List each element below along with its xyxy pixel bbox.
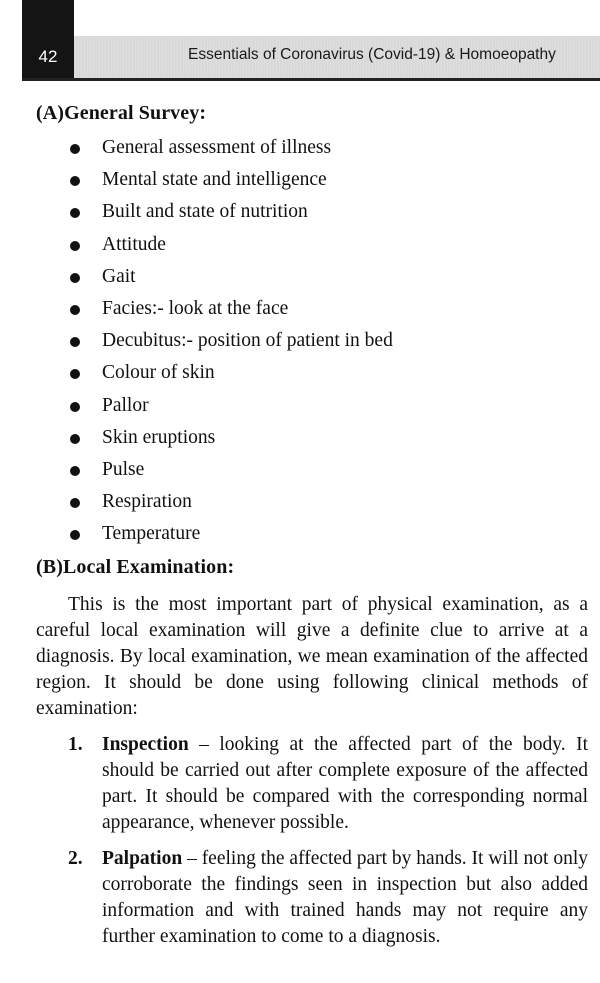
running-header [22, 36, 600, 81]
list-item [36, 518, 588, 550]
list-item [36, 390, 588, 422]
list-item [36, 454, 588, 486]
method-term: Palpation [102, 848, 183, 870]
list-item [36, 293, 588, 325]
list-item [36, 357, 588, 389]
list-item-text: Colour of skin [102, 362, 215, 384]
method-item [36, 732, 588, 836]
section-b-marker: (B) [36, 556, 63, 579]
method-number: 2. [68, 848, 83, 870]
page-body [36, 98, 588, 960]
method-number: 1. [68, 734, 83, 756]
bullet-icon [70, 144, 80, 154]
method-item [36, 846, 588, 950]
list-item-text: Mental state and intelligence [102, 169, 327, 191]
list-item-text: Built and state of nutrition [102, 201, 308, 223]
list-item-text: Attitude [102, 233, 166, 255]
list-item-text: Pallor [102, 394, 149, 416]
list-item-text: Skin eruptions [102, 426, 216, 448]
list-item [36, 196, 588, 228]
bullet-icon [70, 241, 80, 251]
list-item [36, 325, 588, 357]
bullet-icon [70, 466, 80, 476]
bullet-icon [70, 208, 80, 218]
section-a-heading [36, 98, 588, 128]
page-number-tab [22, 0, 74, 36]
section-a-title: General Survey: [64, 102, 207, 124]
list-item-text: Respiration [102, 491, 192, 513]
list-item [36, 422, 588, 454]
bullet-icon [70, 530, 80, 540]
bullet-icon [70, 176, 80, 186]
list-item-text: General assessment of illness [102, 137, 332, 158]
section-b-heading [36, 552, 588, 582]
method-term: Inspection [102, 734, 189, 756]
bullet-icon [70, 498, 80, 508]
running-title: Essentials of Coronavirus (Covid-19) & Homoeopathy [188, 46, 556, 63]
method-text: – feeling the affected part by hands. It will not only corroborate the findings seen in inspection but also added information and with trained hands may not require any further examination to come to a diagnosis. [102, 848, 588, 948]
bullet-icon [70, 402, 80, 412]
list-item-text: Decubitus:- position of patient in bed [102, 330, 393, 352]
list-item [36, 261, 588, 293]
list-item-text: Gait [102, 265, 136, 287]
examination-methods-list [36, 732, 588, 950]
method-text: – looking at the affected part of the body. It should be carried out after complete exposure of the affected part. It should be compared with the corresponding normal appearance, whenever possible. [102, 734, 588, 834]
general-survey-list [36, 132, 588, 550]
list-item [36, 229, 588, 261]
list-item [36, 486, 588, 518]
list-item [36, 132, 588, 164]
list-item [36, 164, 588, 196]
bullet-icon [70, 369, 80, 379]
section-a-marker: (A) [36, 102, 65, 124]
bullet-icon [70, 273, 80, 283]
list-item-text: Facies:- look at the face [102, 297, 289, 319]
page-number: 42 [22, 36, 74, 78]
list-item-text: Pulse [102, 458, 145, 480]
section-b-intro: This is the most important part of physical examination, as a careful local examination will give a definite clue to arrive at a diagnosis. By local examination, we mean examination of the affected region. It should be done using following clinical methods of examination: [36, 594, 588, 720]
bullet-icon [70, 434, 80, 444]
section-b-title: Local Examination: [62, 556, 235, 579]
bullet-icon [70, 337, 80, 347]
list-item-text: Temperature [102, 523, 201, 545]
bullet-icon [70, 305, 80, 315]
